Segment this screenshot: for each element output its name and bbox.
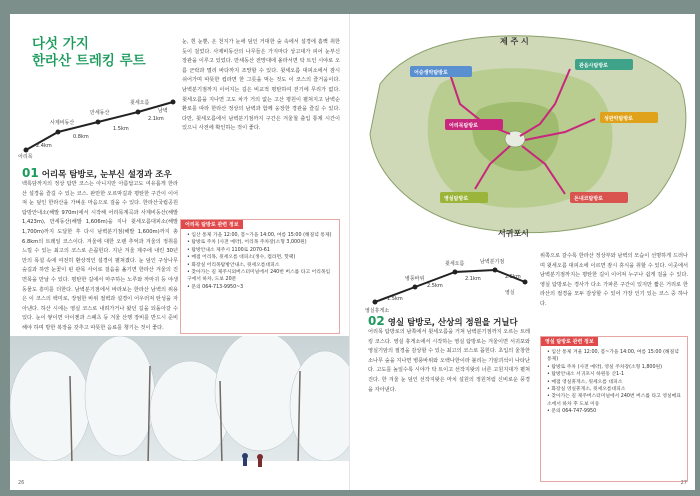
map-route-label: 어리목탐방로 xyxy=(449,123,478,129)
title-line-2: 한라산 트레킹 루트 xyxy=(32,53,146,69)
route2-profile xyxy=(365,252,535,314)
route1-distance-3: 2.1km xyxy=(148,116,164,122)
route1-station-0: 어리목 xyxy=(18,154,33,160)
route2-station-1: 병풍바위 xyxy=(405,276,425,282)
section-1-body: 백록담까지의 정상 탐반 코스는 아니지만 아름답고도 여유롭게 한라산 설경을 즐길 수 있는 코스. 완만한 오르막길과 평탄한 구간이 이어져 눈 덮인 한라산을 가벼운 마음으로 걸을 수 있다. 한라산국립공원 탐방안내소(해발 970m)에서 시작해 어리목계곡과 사제비동산(해발 1,423m), 만세동산(해발 1,606m)을 지나 윗세오름대피소(해발 1,700m)까지 도달한 후 다시 남벽분기점(해발 1,600m)까지 총 6.8km의 트레일 코스이다. 겨울에 대한 오랜 추억과 겨울의 정취를 느낄 수 있는 최고의 코스로 손꼽힌다. 지난 겨울 제주에 내린 30년 만의 폭설 속에 여전히 환상적인 설경이 펼쳐졌다. 눈 덮인 구상나무 숲길과 하얀 눈꽃이 핀 관목 사이로 걸음을 옮기면 한라산 겨울의 진면목을 만날 수 있다. 평탄한 길에서 마주하는 노루와 까마귀 등 야생동물도 흥미를 더한다. 남벽분기점에서 바라보는 한라산 남벽의 위용은 이 코스의 백미로, 장엄한 바위 절벽과 설경이 어우러져 탄성을 자아낸다. 하산 시에는 영실 코스로 내려가거나 왔던 길을 되돌아갈 수 있다. 눈이 쌓이면 아이젠과 스패츠 등 겨울 산행 장비를 반드시 준비해야 하며 방한 복장을 갖추고 따뜻한 음료를 챙기는 것이 좋다. xyxy=(22,181,178,331)
map-title-north: 제 주 시 xyxy=(500,37,529,46)
info-box-2-header: 영실 탐방로 관련 정보 xyxy=(541,337,598,346)
title-line-1: 다섯 가지 xyxy=(32,36,89,52)
route2-station-4: 영실 xyxy=(505,290,515,296)
page-number-left: 26 xyxy=(18,480,25,486)
left-page xyxy=(10,14,350,490)
info-item: • 화장실 영실휴게소, 윗세오름대피소 xyxy=(547,387,626,393)
route1-profile xyxy=(18,92,183,162)
info-box-1-list xyxy=(187,232,333,291)
snow-forest-photo xyxy=(10,336,350,490)
route2-station-0: 영실휴게소 xyxy=(365,308,390,314)
info-box-2-list xyxy=(547,349,681,416)
page-title xyxy=(32,36,182,70)
section-1-number: 01 xyxy=(22,166,39,180)
info-item: • 매점 어리목, 윗세오름 대피소(생수, 컵라면, 핫팩) xyxy=(187,255,296,261)
section-2-body: 어리목 탐방로의 남쪽에서 윗세오름을 거쳐 남벽분기점까지 오르는 트레킹 코스다. 영실 휴게소에서 시작하는 영실 탐방로는 겨울이면 서귀포와 영실기암의 절경을 감상할 수 있는 최고의 코스로 꼽힌다. 초입의 울창한 소나무 숲을 지나면 병풍바위와 오백나한이라 불리는 기암괴석이 나타난다. 고도를 높일수록 시야가 탁 트이고 선작지왓의 너른 고원지대가 펼쳐진다. 한 겨울 눈 덮인 선작지왓은 마치 설원의 정원처럼 신비로운 풍경을 자아낸다. xyxy=(368,329,530,393)
route1-distance-0: 2.4km xyxy=(36,143,52,149)
hallasan-route-map xyxy=(350,14,695,242)
map-title-south: 서귀포시 xyxy=(498,229,529,238)
info-item: • 찾아가는 길 제주시외버스터미널에서 240번 버스를 타고 어리목입구에서 하차, 도보 20분 xyxy=(187,270,331,283)
info-item: • 탐방안내소 제주시 1100로 2070-61 xyxy=(187,247,270,253)
info-item: • 찾아가는 길 제주버스터미널에서 240번 버스를 타고 영실매표소에서 하차 후 도보 이동 xyxy=(547,394,681,407)
info-item: • 매점 영실휴게소, 윗세오름 대피소 xyxy=(547,379,623,385)
page-number-right: 27 xyxy=(680,480,687,486)
route1-distance-1: 0.8km xyxy=(73,134,89,140)
route2-distance-0: 1.5km xyxy=(387,296,403,302)
route1-station-4: 남벽 xyxy=(158,108,168,114)
route2-station-3: 남벽분기점 xyxy=(480,259,505,265)
route1-station-1: 사제비동산 xyxy=(50,120,75,126)
section-2-number: 02 xyxy=(368,314,385,328)
info-box-1 xyxy=(180,219,340,334)
map-route-label: 영실탐방로 xyxy=(444,196,469,202)
info-item: • 탐방로 주차 (사전 예약), 영실 주차장(소형 1,800원) xyxy=(547,364,663,370)
map-route-label: 돈내코탐방로 xyxy=(574,196,603,202)
section-2-heading: 영실 탐방로, 산상의 정원을 거닐다 xyxy=(387,318,518,328)
route2-distance-1: 2.5km xyxy=(427,283,443,289)
info-item: • 탐방안내소 서귀포시 하원동 산1-1 xyxy=(547,372,625,378)
info-item: • 입산 통제 가을 12:00, 봄~가을 14:00, 여름 15:00 (해질녘 통제) xyxy=(187,233,332,238)
section-2-title xyxy=(368,314,533,328)
info-box-1-header: 어리목 탐방로 관련 정보 xyxy=(181,220,243,229)
info-item: • 문의 064-747-9950 xyxy=(547,409,597,415)
info-item: • 탐방로 주차 (사전 예약), 어리목 주차장(소형 3,000원) xyxy=(187,240,307,246)
section-1-heading: 어리목 탐방로, 눈부신 설경과 조우 xyxy=(41,170,172,180)
info-item: • 입산 통제 겨울 12:00, 봄~가을 14:00, 여름 15:00 (해질녘 통제) xyxy=(547,350,679,363)
route2-station-2: 윗세오름 xyxy=(445,261,465,267)
map-route-label: 어승생악탐방로 xyxy=(414,70,448,76)
section-2-body-right: 위쪽으로 갈수록 한라산 정상부와 남벽의 모습이 선명하게 드러나며 윗세오름 대피소에 이르면 잠시 휴식을 취할 수 있다. 이곳에서 남벽분기점까지는 평탄한 길이 이어져 누구나 쉽게 걸을 수 있다. 영실 탐방로는 경사가 다소 가파른 구간이 있지만 짧은 거리로 한라산의 절경을 모두 감상할 수 있어 가장 인기 있는 코스 중 하나다. xyxy=(540,253,688,307)
right-page xyxy=(350,14,695,490)
info-item: • 문의 064-713-9950~3 xyxy=(187,284,244,290)
section-1-body-continued: 눈, 흰 눈뿐, 온 천지가 눈에 덮인 거대한 숲 속에서 설경에 흠뻑 취한 듯이 걸었다. 사제비동산의 나무들은 가지마다 상고대가 피어 눈부신 장관을 이루고 있었다. 만세동산 전망대에 올라서면 탁 트인 시야로 오름 군락과 멀리 바다까지 조망할 수 있다. 윗세오름 대피소에서 잠시 쉬어가며 따뜻한 컵라면 한 그릇을 먹는 것도 이 코스의 즐거움이다. 남벽분기점까지 이어지는 길은 비교적 평탄하여 걷기에 무리가 없다. 윗세오름을 지나면 고도 차가 거의 없는 고산 평원이 펼쳐지고 남벽순환로를 따라 한라산 정상의 남벽과 함께 웅장한 경관을 즐길 수 있다. 다만, 윗세오름에서 남벽분기점까지 구간은 겨울철 출입 통제 시간이 있으니 사전에 확인하는 것이 좋다. xyxy=(182,39,340,132)
route1-station-3: 윗세오름 xyxy=(130,100,150,106)
info-box-2 xyxy=(540,336,688,482)
route1-distance-2: 1.5km xyxy=(113,126,129,132)
info-item: • 화장실 어리목탐방안내소, 윗세오름대피소 xyxy=(187,262,280,268)
route1-station-2: 만세동산 xyxy=(90,110,110,116)
map-route-label: 성판악탐방로 xyxy=(604,116,633,122)
section-1-title xyxy=(22,166,187,180)
route2-distance-3: 2.5km xyxy=(505,274,521,280)
map-route-label: 관음사탐방로 xyxy=(579,63,608,69)
route2-distance-2: 2.1km xyxy=(465,276,481,282)
